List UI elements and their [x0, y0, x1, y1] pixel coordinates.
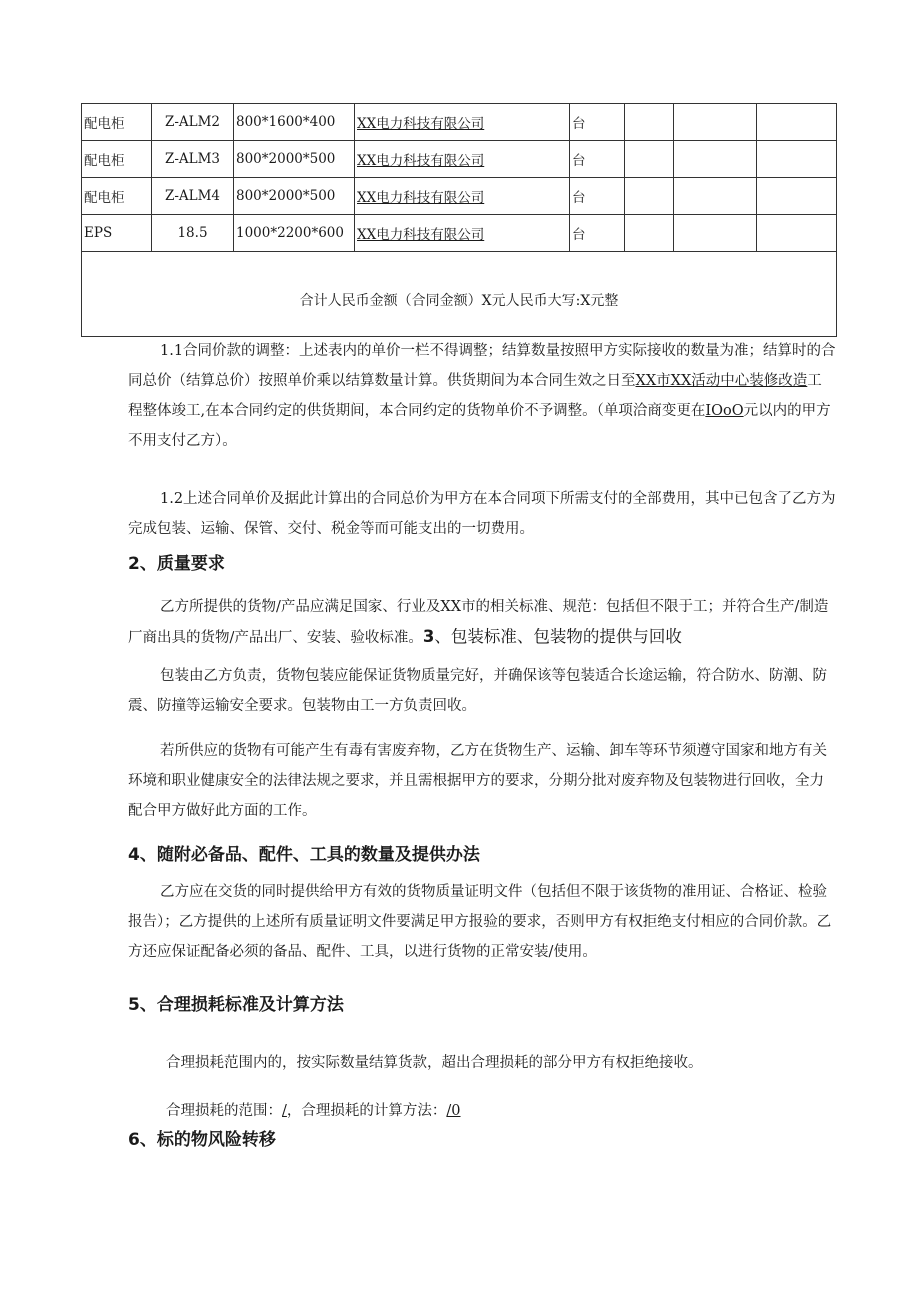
section-title: 、合理损耗标准及计算方法: [139, 995, 344, 1015]
cell-name: 配电柜: [82, 141, 152, 178]
project-name-link[interactable]: XX市XX活动中心装修改造: [635, 373, 808, 389]
cell-model: 18.5: [152, 215, 234, 252]
supplier-link[interactable]: XX电力科技有限公司: [357, 153, 485, 169]
cell-model: Z-ALM2: [152, 104, 234, 141]
section-2-text: 乙方所提供的货物/产品应满足国家、行业及XX市的相关标准、规范：包括但不限于工；并符合生产/制造厂商出具的货物/产品出厂、安装、验收标准。: [128, 599, 829, 646]
clause-1-1-text: 1.1合同价款的调整：上述表内的单价一栏不得调整；结算数量按照甲方实际接收的数量为准；结算时的合同总价（结算总价）按照单价乘以结算数量计算。供货期间为本合同生效之日至: [128, 343, 836, 389]
cell-spec: 800*1600*400: [234, 104, 355, 141]
section-2-heading: [128, 550, 225, 578]
section-title: 、质量要求: [139, 554, 225, 574]
section-3-para-2: 若所供应的货物有可能产生有毒有害废弃物，乙方在货物生产、运输、卸车等环节须遵守国家和地方有关环境和职业健康安全的法律法规之要求，并且需根据甲方的要求，分期分批对废弃物及包装物进行回收，全力配合甲方做好此方面的工作。: [128, 743, 827, 819]
cell-supplier: [355, 178, 570, 215]
cell-empty: [625, 141, 674, 178]
cell-empty: [757, 215, 837, 252]
cell-empty: [674, 215, 757, 252]
section-number: 2: [128, 554, 140, 574]
cell-empty: [757, 141, 837, 178]
section-6-heading: [128, 1126, 276, 1154]
cell-supplier: [355, 215, 570, 252]
cell-empty: [625, 104, 674, 141]
section-number: 4: [128, 845, 140, 865]
section-3-para-1: 包装由乙方负责，货物包装应能保证货物质量完好，并确保该等包装适合长途运输，符合防水、防潮、防震、防撞等运输安全要求。包装物由工一方负责回收。: [128, 668, 827, 714]
loss-range-label: 合理损耗的范围：: [166, 1103, 282, 1119]
cell-unit: 台: [570, 104, 625, 141]
loss-method-value: /0: [446, 1103, 461, 1119]
section-number: 3: [422, 627, 435, 646]
section-5-para-2: [128, 1096, 836, 1126]
section-5-para-1: 合理损耗范围内的，按实际数量结算货款，超出合理损耗的部分甲方有权拒绝接收。: [166, 1055, 703, 1071]
cell-spec: 800*2000*500: [234, 141, 355, 178]
clause-1-1-text-end: 元以内的甲方不用支付乙方）。: [128, 403, 831, 449]
loss-method-label: ，合理损耗的计算方法：: [286, 1103, 447, 1119]
section-4-heading: [128, 841, 480, 869]
cell-name: 配电柜: [82, 104, 152, 141]
cell-unit: 台: [570, 178, 625, 215]
table-row: [82, 178, 837, 215]
section-title: 、随附必备品、配件、工具的数量及提供办法: [139, 845, 480, 865]
cell-supplier: [355, 104, 570, 141]
supplier-link[interactable]: XX电力科技有限公司: [357, 190, 485, 206]
goods-table: [81, 103, 837, 337]
clause-1-2: 1.2上述合同单价及据此计算出的合同总价为甲方在本合同项下所需支付的全部费用，其中已包含了乙方为完成包装、运输、保管、交付、税金等而可能支出的一切费用。: [128, 491, 836, 537]
cell-empty: [757, 178, 837, 215]
cell-model: Z-ALM4: [152, 178, 234, 215]
cell-name: 配电柜: [82, 178, 152, 215]
table-row: [82, 141, 837, 178]
cell-unit: 台: [570, 141, 625, 178]
cell-empty: [674, 178, 757, 215]
cell-spec: 800*2000*500: [234, 178, 355, 215]
cell-name: EPS: [82, 215, 152, 252]
supplier-link[interactable]: XX电力科技有限公司: [357, 116, 485, 132]
cell-unit: 台: [570, 215, 625, 252]
cell-empty: [625, 215, 674, 252]
cell-supplier: [355, 141, 570, 178]
clause-1-1: [128, 336, 836, 456]
section-number: 5: [128, 995, 140, 1015]
cell-empty: [757, 104, 837, 141]
clause-1-1-text-cont: 工程整体竣工,在本合同约定的供货期间，本合同约定的货物单价不予调整。（单项洽商变更在: [128, 373, 822, 419]
cell-empty: [625, 178, 674, 215]
table-total-row: [82, 252, 837, 337]
total-amount: 合计人民币金额（合同金额）X元人民币大写:X元整: [82, 252, 837, 337]
cell-spec: 1000*2200*600: [234, 215, 355, 252]
loss-range-value: /: [282, 1103, 287, 1119]
table-row: [82, 215, 837, 252]
section-3-heading: [423, 627, 682, 646]
amount-threshold: IOoO: [705, 403, 744, 419]
section-title: 、包装标准、包装物的提供与回收: [434, 627, 682, 646]
section-2-body: [128, 592, 836, 653]
section-number: 6: [128, 1130, 140, 1150]
section-4-body: 乙方应在交货的同时提供给甲方有效的货物质量证明文件（包括但不限于该货物的准用证、合格证、检验报告）；乙方提供的上述所有质量证明文件要满足甲方报验的要求，否则甲方有权拒绝支付相应的合同价款。乙方还应保证配备必须的备品、配件、工具，以进行货物的正常安装/使用。: [128, 884, 832, 960]
table-row: [82, 104, 837, 141]
cell-empty: [674, 104, 757, 141]
cell-model: Z-ALM3: [152, 141, 234, 178]
supplier-link[interactable]: XX电力科技有限公司: [357, 227, 485, 243]
section-title: 、标的物风险转移: [139, 1130, 276, 1150]
section-5-heading: [128, 991, 344, 1019]
cell-empty: [674, 141, 757, 178]
